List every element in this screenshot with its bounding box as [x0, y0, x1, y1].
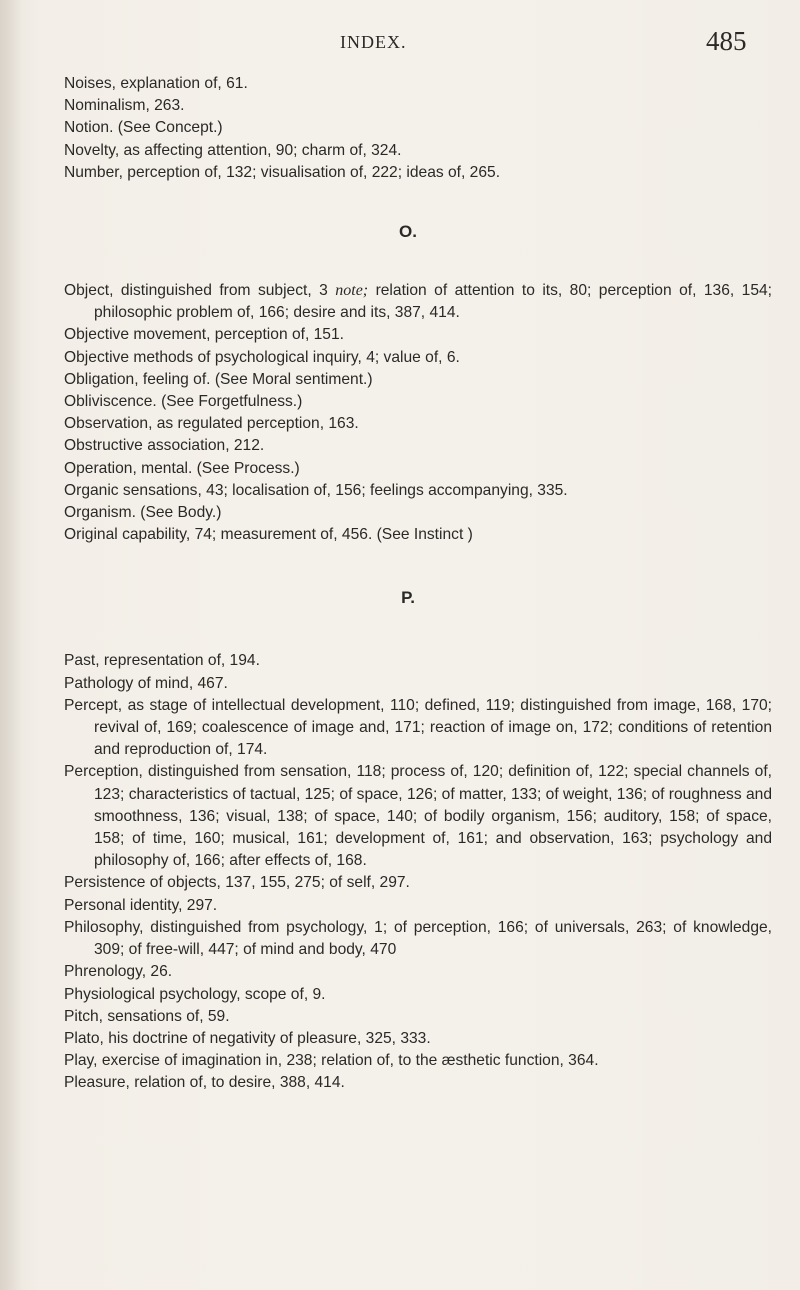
index-entry: Nominalism, 263. — [64, 97, 185, 115]
index-entry: Pitch, sensations of, 59. — [64, 1007, 230, 1025]
index-entry: Play, exercise of imagination in, 238; relation of, to the æsthetic function, 364. — [64, 1052, 599, 1070]
index-entry: Pathology of mind, 467. — [64, 674, 228, 692]
index-entry: Objective movement, perception of, 151. — [64, 326, 344, 344]
header-title: INDEX. — [340, 32, 407, 52]
index-entry: Number, perception of, 132; visualisation of, 222; ideas of, 265. — [64, 163, 501, 181]
entry-note-italic: note; — [335, 282, 369, 300]
index-entry: Philosophy, distinguished from psychology, 1; of perception, 166; of universals, 263; of knowledge, 309; of free-will, 447; of mind and body, 470 — [64, 918, 772, 959]
index-entry: Plato, his doctrine of negativity of pleasure, 325, 333. — [64, 1029, 431, 1047]
entry-text: Object, distinguished from subject, 3 — [64, 282, 336, 300]
section-letter-p: P. — [401, 588, 415, 608]
index-entry: Original capability, 74; measurement of, 456. (See Instinct ) — [64, 526, 473, 544]
section-letter-o: O. — [399, 222, 417, 242]
index-entry: Operation, mental. (See Process.) — [64, 459, 300, 477]
index-body — [64, 73, 772, 1095]
index-entry: Obstructive association, 212. — [64, 437, 265, 455]
index-entry: Organism. (See Body.) — [64, 504, 222, 522]
index-entry: Observation, as regulated perception, 163. — [64, 415, 359, 433]
index-entry: Noises, explanation of, 61. — [64, 75, 248, 92]
index-entry: Physiological psychology, scope of, 9. — [64, 985, 326, 1003]
index-entry: Personal identity, 297. — [64, 896, 218, 914]
index-entry: Persistence of objects, 137, 155, 275; of self, 297. — [64, 874, 410, 892]
index-entry: Obliviscence. (See Forgetfulness.) — [64, 393, 303, 411]
index-entry: Phrenology, 26. — [64, 963, 173, 981]
index-entry: Pleasure, relation of, to desire, 388, 414. — [64, 1074, 345, 1092]
index-entry: Perception, distinguished from sensation, 118; process of, 120; definition of, 122; special channels of, 123; characteristics of tactual, 125; of space, 126; of matter, 133; of weight, 136; of roughness and smoothness, 136; visual, 138; of space, 140; of bodily organism, 156; auditory, 158; of space, 158; of time, 160; musical, 161; development of, 161; and observation, 163; psychology and philosophy of, 166; after effects of, 168. — [64, 763, 772, 870]
page-number: 485 — [706, 26, 747, 56]
index-entry: Past, representation of, 194. — [64, 652, 260, 670]
running-header — [0, 26, 800, 66]
index-entry-object — [64, 280, 772, 324]
index-entry: Percept, as stage of intellectual development, 110; defined, 119; distinguished from image, 168, 170; revival of, 169; coalescence of image and, 171; reaction of image on, 172; conditions of retention and reproduction of, 174. — [64, 696, 772, 759]
index-entry: Organic sensations, 43; localisation of, 156; feelings accompanying, 335. — [64, 481, 568, 499]
entry-text: relation of attention to its, 80; perception of, 136, 154; philosophic problem of, 166; desire and its, 387, 414. — [94, 282, 772, 322]
index-entry: Objective methods of psychological inquiry, 4; value of, 6. — [64, 348, 460, 366]
page-gutter-shadow — [0, 0, 22, 1290]
index-entry: Novelty, as affecting attention, 90; charm of, 324. — [64, 141, 402, 159]
index-entry: Notion. (See Concept.) — [64, 119, 223, 137]
index-entry: Obligation, feeling of. (See Moral sentiment.) — [64, 370, 373, 388]
